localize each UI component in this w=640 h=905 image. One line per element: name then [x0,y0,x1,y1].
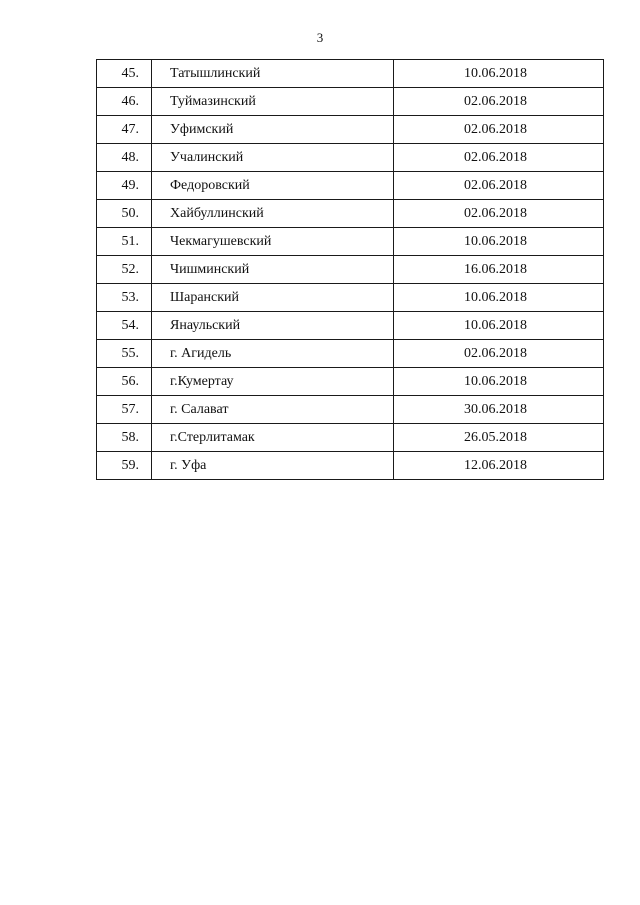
row-number: 53. [97,284,152,312]
table-row [97,172,604,200]
row-number: 48. [97,144,152,172]
table-row [97,396,604,424]
district-name: г. Салават [152,396,394,424]
row-number: 58. [97,424,152,452]
table-row [97,284,604,312]
district-name: Чекмагушевский [152,228,394,256]
table-row [97,200,604,228]
row-number: 56. [97,368,152,396]
event-date: 10.06.2018 [394,60,604,88]
table-row [97,88,604,116]
event-date: 10.06.2018 [394,228,604,256]
event-date: 02.06.2018 [394,88,604,116]
row-number: 50. [97,200,152,228]
event-date: 10.06.2018 [394,368,604,396]
row-number: 47. [97,116,152,144]
table-row [97,116,604,144]
district-name: Учалинский [152,144,394,172]
event-date: 12.06.2018 [394,452,604,480]
district-name: г.Кумертау [152,368,394,396]
district-name: Чишминский [152,256,394,284]
district-name: Хайбуллинский [152,200,394,228]
row-number: 51. [97,228,152,256]
table-row [97,60,604,88]
row-number: 45. [97,60,152,88]
event-date: 10.06.2018 [394,284,604,312]
event-date: 02.06.2018 [394,144,604,172]
table-row [97,228,604,256]
row-number: 49. [97,172,152,200]
event-date: 30.06.2018 [394,396,604,424]
table-row [97,144,604,172]
table-row [97,368,604,396]
event-date: 16.06.2018 [394,256,604,284]
event-date: 02.06.2018 [394,116,604,144]
district-name: г.Стерлитамак [152,424,394,452]
row-number: 59. [97,452,152,480]
row-number: 54. [97,312,152,340]
district-name: Уфимский [152,116,394,144]
schedule-table [96,59,604,480]
event-date: 26.05.2018 [394,424,604,452]
row-number: 46. [97,88,152,116]
event-date: 10.06.2018 [394,312,604,340]
row-number: 55. [97,340,152,368]
district-name: Шаранский [152,284,394,312]
event-date: 02.06.2018 [394,340,604,368]
district-name: г. Агидель [152,340,394,368]
page-number: 3 [316,30,324,45]
row-number: 52. [97,256,152,284]
table-row [97,452,604,480]
event-date: 02.06.2018 [394,200,604,228]
table-row [97,424,604,452]
district-name: г. Уфа [152,452,394,480]
table-row [97,312,604,340]
table-row [97,256,604,284]
district-name: Туймазинский [152,88,394,116]
district-name: Татышлинский [152,60,394,88]
district-name: Федоровский [152,172,394,200]
district-name: Янаульский [152,312,394,340]
event-date: 02.06.2018 [394,172,604,200]
schedule-table-body [97,60,604,480]
row-number: 57. [97,396,152,424]
table-row [97,340,604,368]
